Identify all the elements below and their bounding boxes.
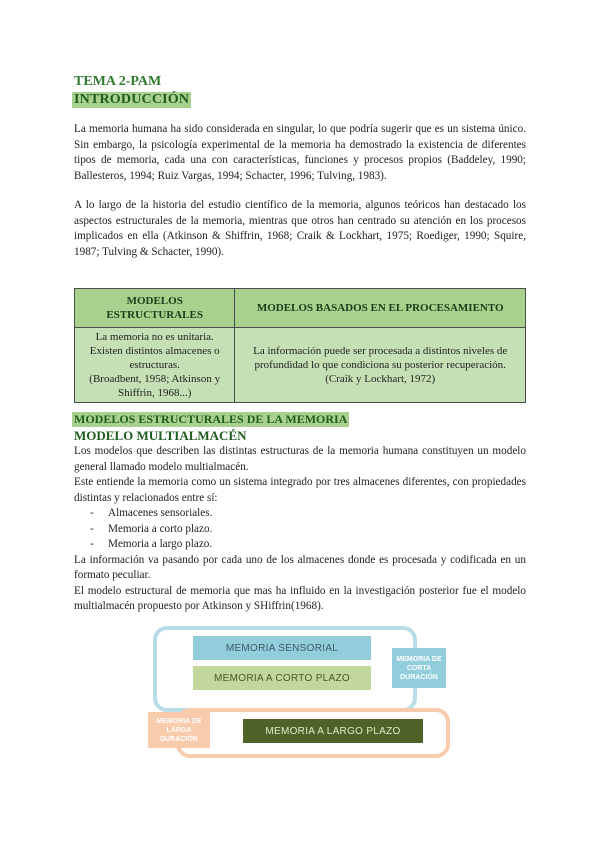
short-term-memory-box: MEMORIA A CORTO PLAZO: [193, 666, 371, 690]
cell-line: La memoria no es unitaria.: [95, 331, 214, 343]
cell-line: La información puede ser procesada a distintos niveles de profundidad lo que condiciona su posterior recuperación.: [253, 345, 508, 371]
document-title: TEMA 2-PAM: [74, 74, 162, 89]
header-processing-models: MODELOS BASADOS EN EL PROCESAMIENTO: [235, 289, 526, 328]
intro-paragraph-2: A lo largo de la historia del estudio científico de la memoria, algunos teóricos han destacado los aspectos estructurales de la memoria, mientras que otros han centrado su atención en los procesos implicados en ella (Atkinson & Shiffrin, 1968; Craik & Lockhart, 1975; Roediger, 1990; Squire, 1987; Tulving & Schacter, 1990).: [74, 199, 526, 258]
section-paragraph-1: Los modelos que describen las distintas estructuras de la memoria humana constituyen un modelo general llamado modelo multialmacén.: [74, 445, 526, 473]
section-paragraph-2: Este entiende la memoria como un sistema integrado por tres almacenes diferentes, con propiedades distintas y relacionados entre sí:: [74, 476, 526, 504]
list-item: - Almacenes sensoriales.: [90, 506, 526, 522]
section-subheading: MODELO MULTIALMACÉN: [74, 428, 247, 443]
cell-processing-models: [235, 328, 526, 403]
cell-line: (Broadbent, 1958; Atkinson y Shiffrin, 1968...): [89, 373, 221, 399]
cell-structural-models: [75, 328, 235, 403]
short-duration-label: MEMORIA DE CORTA DURACIÓN: [392, 648, 446, 688]
models-comparison-table: [74, 288, 526, 403]
intro-paragraph-1: La memoria humana ha sido considerada en singular, lo que podría sugerir que es un sistema único. Sin embargo, la psicología experimental de la memoria ha demostrado la existencia de diferentes tipos de memoria, cada una con características, funciones y procesos propios (Baddeley, 1990; Ballesteros, 1994; Ruiz Vargas, 1994; Schacter, 1996; Tulving, 1983).: [74, 123, 526, 182]
cell-line: (Craik y Lockhart, 1972): [325, 373, 436, 385]
table-row: [75, 328, 526, 403]
header-structural-models: MODELOS ESTRUCTURALES: [75, 289, 235, 328]
cell-line: Existen distintos almacenes o estructuras.: [89, 345, 220, 371]
store-list: [74, 506, 526, 553]
sensory-memory-box: MEMORIA SENSORIAL: [193, 636, 371, 660]
table-header-row: [75, 289, 526, 328]
list-item: - Memoria a largo plazo.: [90, 537, 526, 553]
multistore-diagram: [148, 620, 458, 760]
section-heading: MODELOS ESTRUCTURALES DE LA MEMORIA: [74, 412, 348, 426]
intro-heading: INTRODUCCIÓN: [74, 92, 190, 107]
section-paragraph-4: El modelo estructural de memoria que mas ha influido en la investigación posterior fue el modelo multialmacén propuesto por Atkinson y SHiffrin(1968).: [74, 584, 526, 612]
section-paragraph-3: La información va pasando por cada uno de los almacenes donde es procesada y codificada en un formato peculiar.: [74, 553, 526, 581]
long-duration-label: MEMORIA DE LARGA DURACIÓN: [148, 712, 210, 748]
list-item: - Memoria a corto plazo.: [90, 522, 526, 538]
long-term-memory-box: MEMORIA A LARGO PLAZO: [243, 719, 423, 743]
section-body: [74, 444, 526, 615]
